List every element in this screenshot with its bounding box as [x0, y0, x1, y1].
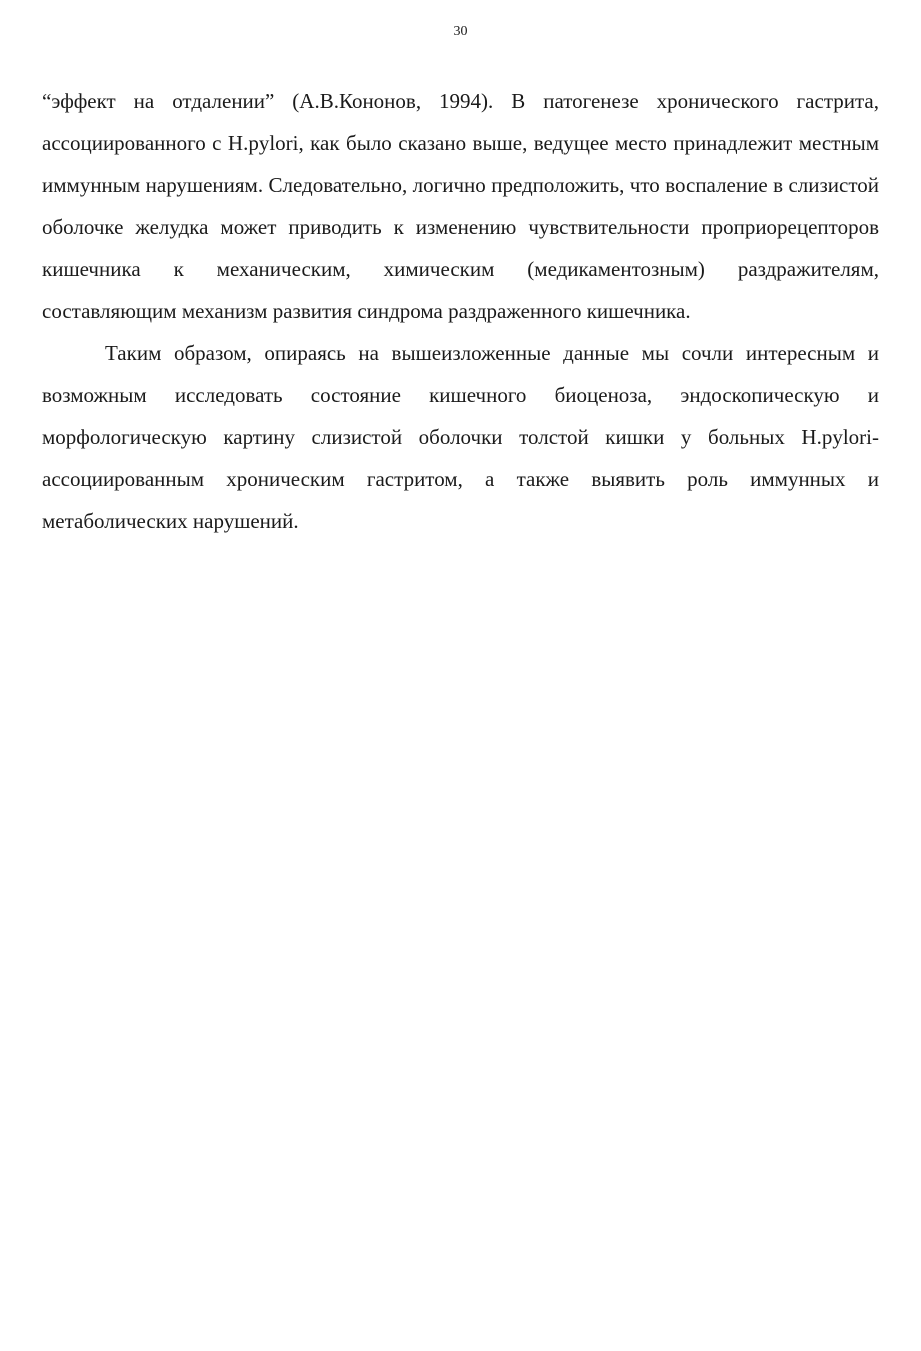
paragraph-continuation: “эффект на отдалении” (А.В.Кононов, 1994). В патогенезе хронического гастрита, ассоциированного с H.pylori, как было сказано выше, ведущее место принадлежит местным иммунным нарушениям. Следовательно, логично предположить, что воспаление в слизистой оболочке желудка может приводить к изменению чувствительности проприорецепторов кишечника к механическим, химическим (медикаментозным) раздражителям, составляющим механизм развития синдрома раздраженного кишечника. [42, 89, 879, 323]
page-number: 30 [453, 24, 468, 39]
document-body [42, 80, 879, 542]
paragraph-conclusion: Таким образом, опираясь на вышеизложенные данные мы сочли интересным и возможным исследовать состояние кишечного биоценоза, эндоскопическую и морфологическую картину слизистой оболочки толстой кишки у больных H.pylori-ассоциированным хроническим гастритом, а также выявить роль иммунных и метаболических нарушений. [42, 341, 879, 533]
